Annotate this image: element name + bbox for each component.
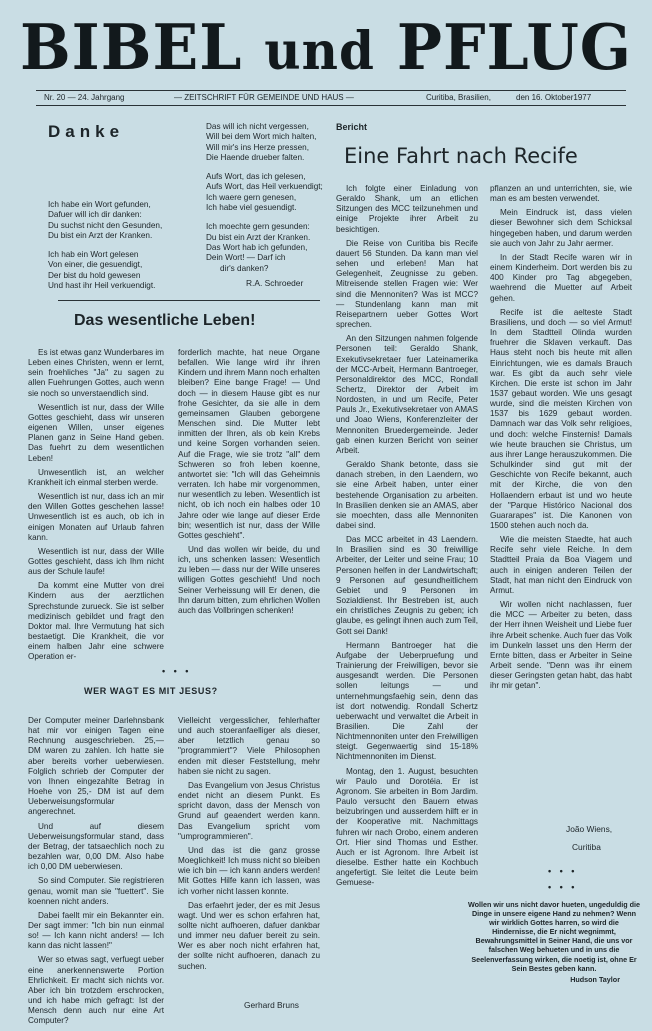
masthead-title-mid: und	[264, 19, 375, 82]
poem-line: Und hast ihr Heil verkuendigt.	[48, 281, 156, 291]
quote-box	[468, 900, 640, 1020]
paragraph: Das Evangelium von Jesus Christus endet nicht an diesem Punkt. Es spricht davon, dass der Mensch von Grund auf geaendert werden kann. Das Evangelium spricht vom "umprogrammieren".	[178, 780, 320, 841]
paragraph: Das MCC arbeitet in 43 Laendern. In Brasilien sind es 30 freiwillige Arbeiter, der Leiter und seine Frau; 10 Personen helfen in der Landwirtschaft; 9 Personen auf gesundheitlichem Gebiet und 9 Personen im Sozialdienst. Ihr Bestreben ist, auch ein christliches Zeugnis zu geben; ich glaube, es gelingt ihnen auch zum Teil, Gott sei Dank!	[336, 535, 478, 636]
poem-stanza	[48, 250, 178, 291]
separator-dots: • • •	[162, 666, 192, 676]
danke-heading: Danke	[48, 122, 125, 141]
poem-line: Dafuer will ich dir danken:	[48, 210, 142, 220]
danke-author: R.A. Schroeder	[246, 278, 304, 288]
paragraph: Recife ist die aelteste Stadt Brasiliens, und doch — so viel Armut! In dem Stadtteil Olinda wurden fruehrer die Sklaven verkauft. Das Haus steht noch bis heute mit allen Einrichtungen, wie es damals Brauch war. Es gibt da auch sehr viele Kirchen. Die erste ist schon im Jahr 1537 gebaut worden. Wie uns gesagt wurde, sind die meisten Kirchen von 1537 bis 1629 gebaut worden. Damnach war das Volk sehr religioes, und doch: welche Finsternis! Damals wie heute brauchen sie Christus, um aus ihrer Lange herauszukommen. Die Schulkinder sind gut mit der Geschichte von Recife bekannt, auch mit der Kirche, die von den Hollaendern erbaut ist und wo heute der "Parque Histórico Nacional dos Guararapes" ist. Die Kanonen von 1500 stehen auch noch da.	[490, 307, 632, 530]
danke-poem-left	[48, 200, 178, 300]
paragraph: Die Reise von Curitiba bis Recife dauert 56 Stunden. Da kann man viel sehen und erleben! Man hat Gelegenheit, Zeugnisse zu geben. Mitreisende stellen Fragen wie: Wer sind die Mennoniten? Was ist MCC? — Stundenlang kann man mit Reisepartnern ueber Gottes Wort sprechen.	[336, 238, 478, 330]
wagt-column-1	[28, 716, 164, 1031]
poem-line: Du bist ein Arzt der Kranken.	[206, 232, 311, 242]
paragraph: Da kommt eine Mutter von drei Kindern aus der aerztlichen Sprechstunde zurueck. Sie ist selber medizinisch gebildet und fragt den Doktor mal. Ihre Vermutung hat sich bestaetigt. Die Krankheit, die vor einem halben Jahr eine schwere Operation er-	[28, 581, 164, 662]
masthead	[0, 11, 652, 85]
masthead-title-right: PFLUG	[396, 11, 633, 85]
issue-number: Nr. 20 — 24. Jahrgang	[44, 93, 125, 102]
leben-column-1	[28, 348, 164, 667]
danke-poem-right	[206, 122, 326, 283]
paragraph: Und das ist die ganz grosse Moeglichkeit! Ich muss nicht so bleiben wie ich bin — ich kann anders werden! Mit Gottes Hilfe kann ich lassen, was ich vorher nicht lassen konnte.	[178, 845, 320, 896]
masthead-rule-top	[36, 90, 626, 91]
poem-stanza	[48, 200, 178, 241]
poem-line: Ich waere gern genesen,	[206, 192, 297, 202]
poem-line: Will bei dem Wort mich halten,	[206, 132, 317, 142]
separator-dots: • • •	[548, 866, 578, 876]
poem-line: Ich habe ein Wort gefunden,	[48, 200, 151, 209]
paragraph: Dabei faellt mir ein Bekannter ein. Der sagt immer: "Ich bin nun einmal so! — Ich kann nicht anders! — Ich kann das nicht lassen!"	[28, 910, 164, 951]
recife-author-place: Curitiba	[572, 842, 601, 852]
wagt-author: Gerhard Bruns	[244, 1000, 299, 1010]
report-label: Bericht	[336, 122, 368, 132]
wagt-heading: WER WAGT ES MIT JESUS?	[84, 686, 218, 696]
separator-dots: • • •	[548, 882, 578, 892]
leben-column-2	[178, 348, 320, 620]
paragraph: Ich folgte einer Einladung von Geraldo Shank, um an etlichen Sitzungen des MCC teilzunehmen und einige Projekte ihrer Arbeit zu besichtigen.	[336, 184, 478, 234]
paragraph: An den Sitzungen nahmen folgende Personen teil: Geraldo Shank, Exekutivsekretaer fuer Lateinamerika der MCC-Arbeit, Hermann Bantroeger, Personaldirektor des MCC, Rondall Schertz, Direktor der Arbeit im Nordosten, in und um Recife, Peter Pauls Jr., Exekutivsekretaer von AMAS und Joao Wiens, Konferenzleiter der Mennoniten Bruedergemeinde. Jeder gab einen kurzen Bericht von seiner Arbeit.	[336, 334, 478, 455]
paragraph: Unwesentlich ist, an welcher Krankheit ich einmal sterben werde.	[28, 467, 164, 487]
masthead-title-left: BIBEL	[19, 11, 243, 85]
paragraph: Wesentlich ist nur, dass der Wille Gottes geschieht, dass ich Ihm nicht aus der Schule laufe!	[28, 546, 164, 577]
poem-line: Aufs Wort, das ich gelesen,	[206, 172, 306, 182]
issue-subtitle: — ZEITSCHRIFT FÜR GEMEINDE UND HAUS —	[174, 93, 354, 102]
paragraph: Wer so etwas sagt, verfuegt ueber eine anerkennenswerte Portion Ehrlichkeit. Er macht sich nichts vor. Aber ich bin trotzdem erschrocken, und ich habe mich gefragt: Ist der Mensch denn auch nur eine Art Computer?	[28, 955, 164, 1026]
poem-line: Der bist du hold gewesen	[48, 270, 141, 280]
paragraph: pflanzen an und unterrichten, sie, wie man es am besten verwendet.	[490, 184, 632, 204]
paragraph: Montag, den 1. August, besuchten wir Paulo und Dorotéia. Er ist Agronom. Sie arbeiten in Bom Jardim. Paulo versucht den Bauern etwas beizubringen und ausserdem hilft er in der Kooperative mit. Nachmittags fuhren wir nach Orobo, einem anderen Ort. Hier sind Thomas und Esther. Auch er ist Agronom. Ihre Arbeit ist dieselbe. Esther hatte ein Kochbuch angefertigt. Sie leitet die Leute beim Gemuese-	[336, 766, 478, 888]
paragraph: In der Stadt Recife waren wir in einem Kinderheim. Dort werden bis zu 400 Kinder pro Tag abgegeben, waehrend die Muetter auf Arbeit gehen.	[490, 252, 632, 303]
paragraph: Und das wollen wir beide, du und ich, uns schenken lassen: Wesentlich zu leben — dass nur der Wille unseres willigen Gottes geschieht! Und noch Seiner Verheissung will Er denen, die Ihn darum bitten, zum ehrlichen Wollen auch das Vollbringen schenken!	[178, 544, 320, 615]
poem-line: Das will ich nicht vergessen,	[206, 122, 309, 131]
section-rule	[58, 300, 320, 301]
recife-column-1	[336, 184, 478, 892]
paragraph: Wie die meisten Staedte, hat auch Recife sehr viele Reiche. In dem Stadtteil Praia da Boa Viagem und auch in einigen anderen Teilen der Stadt, hat man nicht den Eindruck von Armut.	[490, 535, 632, 595]
paragraph: Mein Eindruck ist, dass vielen dieser Bewohner sich dem Schicksal hingegeben haben, und darum werden sie auch von Jahr zu Jahr aermer.	[490, 208, 632, 248]
paragraph: Geraldo Shank betonte, dass sie danach streben, in den Laendern, wo sie eine Arbeit haben, unter einer bestehende Organisation zu arbeiten. In Brasilien denken sie an AMAS, aber sie moechten, dass alle Mennoniten dabei sind.	[336, 460, 478, 530]
poem-stanza	[206, 172, 326, 213]
poem-line: dir's danken?	[220, 263, 269, 273]
paragraph: Der Computer meiner Darlehnsbank hat mir vor einigen Tagen eine Rechnung ausgeschrieben. 25,— DM waren zu zahlen. Ich hatte sie aber bereits vorher ueberwiesen. Folglich schrieb der Computer der von Ihnen eingezahlte Betrag in Hoehe von 25,- DM ist auf dem Ueberweisungsformular angerechnet.	[28, 716, 164, 817]
recife-heading: Eine Fahrt nach Recife	[344, 144, 578, 168]
poem-line: Ich habe viel gesuendigt.	[206, 203, 297, 213]
paragraph: Es ist etwas ganz Wunderbares im Leben eines Christen, wenn er lernt, sein froehliches "Ja" zu sagen zu allen Fuehrungen Gottes, auch wenn sie noch so unverstaendlich sind.	[28, 348, 164, 398]
poem-line: Ich moechte gern gesunden:	[206, 222, 310, 232]
paragraph: Wesentlich ist nur, dass ich an mir den Willen Gottes geschehen lasse! Unwesentlich ist es auch, ob ich in einigen Monaten auf Urlaub fahren kann.	[28, 492, 164, 542]
paragraph: So sind Computer. Sie registrieren genau, womit man sie "fuettert". Sie koennen nicht anders.	[28, 876, 164, 906]
poem-line: Von einer, die gesuendigt,	[48, 260, 143, 270]
poem-line: Will mir's ins Herze pressen,	[206, 142, 310, 152]
poem-line: Du bist ein Arzt der Kranken.	[48, 230, 153, 240]
paragraph: Das erfaehrt jeder, der es mit Jesus wagt. Und wer es schon erfahren hat, sollte nicht aufhoeren, dafuer dankbar und immer neu dafuer bereit zu sein. Wer es aber noch nicht erfahren hat, der sollte nicht aufhoeren, danach zu suchen.	[178, 900, 320, 971]
recife-column-2	[490, 184, 632, 696]
issue-place: Curitiba, Brasilien,	[426, 93, 491, 102]
poem-line: Dein Wort! — Darf ich	[206, 253, 286, 263]
quote-author: Hudson Taylor	[570, 974, 620, 984]
poem-line: Die Haende drueber falten.	[206, 152, 305, 162]
paragraph: forderlich machte, hat neue Organe befallen. Wie lange wird ihr ihren Kindern und ihrem Mann noch erhalten bleiben? Eine bange Frage! — Und doch — in diesem Hause gibt es nur frohe Gesichter, da sie alle in dem gemeinsamen Glauben geborgene Menschen sind. Die Mutter lebt inmitten der Ihren, als ob kein Krebs und keine Sorgen vorhanden seien. Auf die Frage, wie sie trotz "all" dem Schweren so froh leben koenne, antwortet sie: "Ich will das Geheimnis verraten. Ich habe mir vorgenommen, nur wesentlich zu leben. Wesentlich ist nicht, ob ich noch ein halbes oder 10 Jahre oder wie lange auf dieser Erde bin; wesentlich ist nur, dass der Wille Gottes geschieht".	[178, 348, 320, 540]
paragraph: Und auf diesem Ueberweisungsformular stand, dass der Betrag, der tatsaechlich noch zu bezahlen war, 0,00 DM. Also habe ich 0,00 DM ueberwiesen.	[28, 821, 164, 872]
issue-date: den 16. Oktober1977	[516, 93, 592, 102]
wagt-column-2	[178, 716, 320, 976]
poem-stanza	[206, 222, 326, 273]
poem-line: Das Wort hab ich gefunden,	[206, 242, 308, 252]
poem-line: Aufs Wort, das Heil verkuendigt;	[206, 182, 323, 192]
masthead-rule-bottom	[36, 105, 626, 106]
paragraph: Hermann Bantroeger hat die Aufgabe der Ueberpruefung und Trainierung der Freiwilligen, bevor sie ausgesandt werden. Die Personen sollen leitungs — und unternehmungsfaehig sein, denn das ist dort notwendig. Rondall Schertz ueberwacht und verwaltet die Arbeit in Brasilien. Die Zahl der Nichtmennoniten unter den Freiwilligen steigt. Gegenwaertig sind 15-18% Nichtmennoniten im Dienst.	[336, 640, 478, 762]
paragraph: Vielleicht vergesslicher, fehlerhafter und auch stoeranfaelliger als dieser, aber letztlich genau so "programmiert"? Viele Philosophen enden mit dieser Feststellung, mehr haben sie nicht zu sagen.	[178, 716, 320, 776]
quote-text: Wollen wir uns nicht davor hueten, ungeduldig die Dinge in unsere eigene Hand zu nehmen? Wenn wir wirklich Gottes harren, so wird die Hindernisse, die Er nicht wegnimmt, Bewahrungsmittel in Seiner Hand, die uns vor falschen Weg behueten und in uns die Seelenverfassung wirken, die noetig ist, ohne Er Sein Bestes geben kann.	[468, 900, 640, 973]
poem-stanza	[206, 122, 326, 163]
poem-line: Du suchst nicht den Gesunden,	[48, 220, 163, 230]
issue-line	[36, 92, 626, 104]
paragraph: Wir wollen nicht nachlassen, fuer die MCC — Arbeiter zu beten, dass der Herr ihnen Weisheit und Liebe fuer ihre Arbeit schenke. Auch fuer das Volk im Dunkeln lasset uns den Herrn der Ernte bitten, dass er Arbeiter in Seine Arbeit sende. "Denn was ihr einem dieser Geringsten getan habt, das habt ihr mir getan".	[490, 600, 632, 691]
poem-line: Ich hab ein Wort gelesen	[48, 250, 139, 260]
leben-heading: Das wesentliche Leben!	[74, 312, 256, 329]
recife-author: João Wiens,	[566, 824, 613, 834]
paragraph: Wesentlich ist nur, dass der Wille Gottes geschieht, dass wir unseren eigenen Willen, unser eigenes Planen ganz in Seine Hand geben. Das fuehrt zu dem wesentlichen Leben!	[28, 402, 164, 463]
